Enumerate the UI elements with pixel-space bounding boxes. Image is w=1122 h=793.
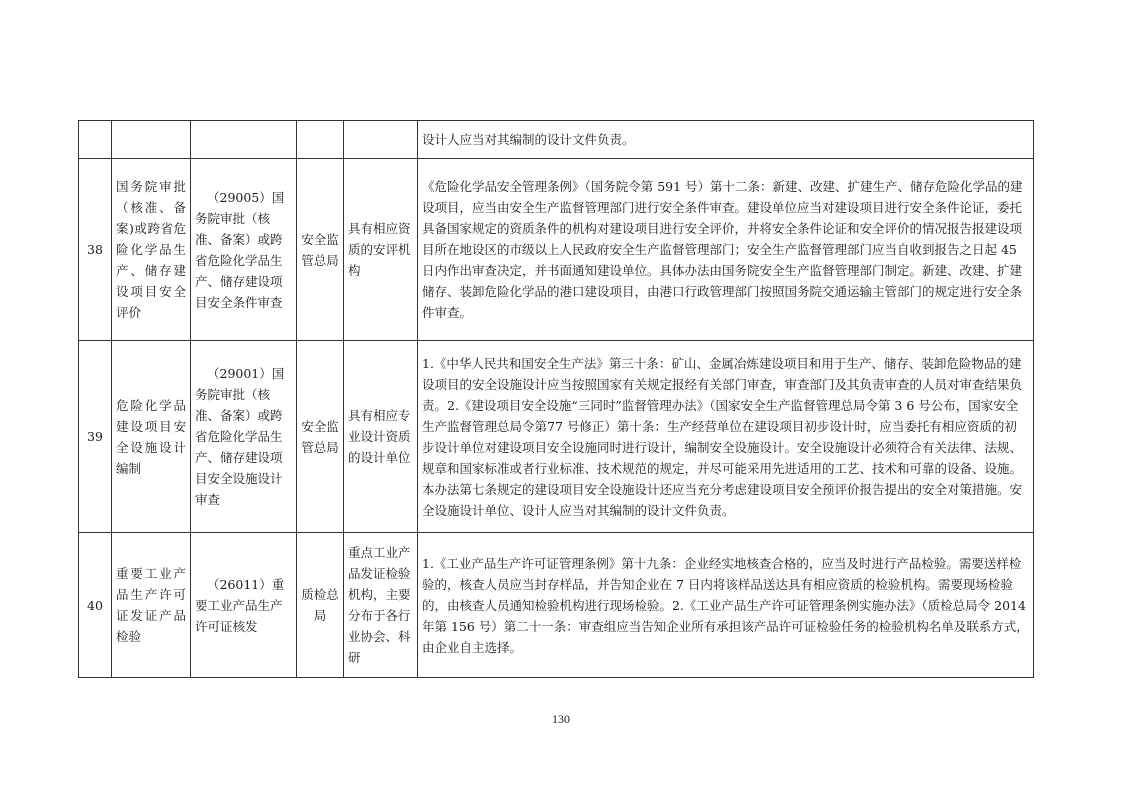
service-name: 重要工业产品生产许可证发证产品检验	[112, 533, 191, 678]
row-number: 39	[79, 341, 112, 533]
approval-item: （29001）国务院审批（核准、备案）或跨省危险化学品生产、储存建设项目安全设施设计审查	[191, 341, 297, 533]
approval-item	[191, 121, 297, 159]
services-table	[78, 120, 1034, 678]
service-agency	[344, 121, 418, 159]
row-number: 38	[79, 159, 112, 341]
department: 质检总局	[297, 533, 344, 678]
row-number: 40	[79, 533, 112, 678]
department: 安全监管总局	[297, 159, 344, 341]
table-row	[79, 121, 1034, 159]
department: 安全监管总局	[297, 341, 344, 533]
service-name	[112, 121, 191, 159]
service-agency: 具有相应资质的安评机构	[344, 159, 418, 341]
legal-basis: 1.《工业产品生产许可证管理条例》第十九条：企业经实地核查合格的，应当及时进行产品检验。需要送样检验的，核查人员应当封存样品，并告知企业在 7 日内将该样品送达具有相应资质的检验机构。需要现场检验的，由核查人员通知检验机构进行现场检验。2.《工业产品生产许可证管理条例实施办法》（质检总局令 2014 年第 156 号）第二十一条：审查组应当告知企业所有承担该产品许可证检验任务的检验机构名单及联系方式，由企业自主选择。	[418, 533, 1034, 678]
legal-basis: 1.《中华人民共和国安全生产法》第三十条：矿山、金属冶炼建设项目和用于生产、储存、装卸危险物品的建设项目的安全设施设计应当按照国家有关规定报经有关部门审查，审查部门及其负责审查的人员对审查结果负责。2.《建设项目安全设施“三同时”监督管理办法》（国家安全生产监督管理总局令第 3 6 号公布，国家安全生产监督管理总局令第77 号修正）第十条：生产经营单位在建设项目初步设计时，应当委托有相应资质的初步设计单位对建设项目安全设施同时进行设计，编制安全设施设计。安全设施设计必须符合有关法律、法规、规章和国家标准或者行业标准、技术规范的规定，并尽可能采用先进适用的工艺、技术和可靠的设备、设施。本办法第七条规定的建设项目安全设施设计还应当充分考虑建设项目安全预评价报告提出的安全对策措施。安全设施设计单位、设计人应当对其编制的设计文件负责。	[418, 341, 1034, 533]
page-number: 130	[552, 712, 570, 726]
row-number	[79, 121, 112, 159]
legal-basis: 《危险化学品安全管理条例》（国务院令第 591 号）第十二条：新建、改建、扩建生产、储存危险化学品的建设项目，应当由安全生产监督管理部门进行安全条件审查。建设单位应当对建设项目进行安全条件论证，委托具备国家规定的资质条件的机构对建设项目进行安全评价，并将安全条件论证和安全评价的情况报告报建设项目所在地设区的市级以上人民政府安全生产监督管理部门；安全生产监督管理部门应当自收到报告之日起 45 日内作出审查决定，并书面通知建设单位。具体办法由国务院安全生产监督管理部门制定。新建、改建、扩建储存、装卸危险化学品的港口建设项目，由港口行政管理部门按照国务院交通运输主管部门的规定进行安全条件审查。	[418, 159, 1034, 341]
approval-item: （26011）重要工业产品生产许可证核发	[191, 533, 297, 678]
approval-item: （29005）国务院审批（核准、备案）或跨省危险化学品生产、储存建设项目安全条件审查	[191, 159, 297, 341]
service-name: 危险化学品建设项目安全设施设计编制	[112, 341, 191, 533]
legal-basis: 设计人应当对其编制的设计文件负责。	[418, 121, 1034, 159]
department	[297, 121, 344, 159]
table-row	[79, 533, 1034, 678]
service-agency: 重点工业产品发证检验机构，主要分布于各行业协会、科研	[344, 533, 418, 678]
service-name: 国务院审批（核准、备案)或跨省危险化学品生产、储存建设项目安全评价	[112, 159, 191, 341]
service-agency: 具有相应专业设计资质的设计单位	[344, 341, 418, 533]
table-row	[79, 341, 1034, 533]
table-row	[79, 159, 1034, 341]
